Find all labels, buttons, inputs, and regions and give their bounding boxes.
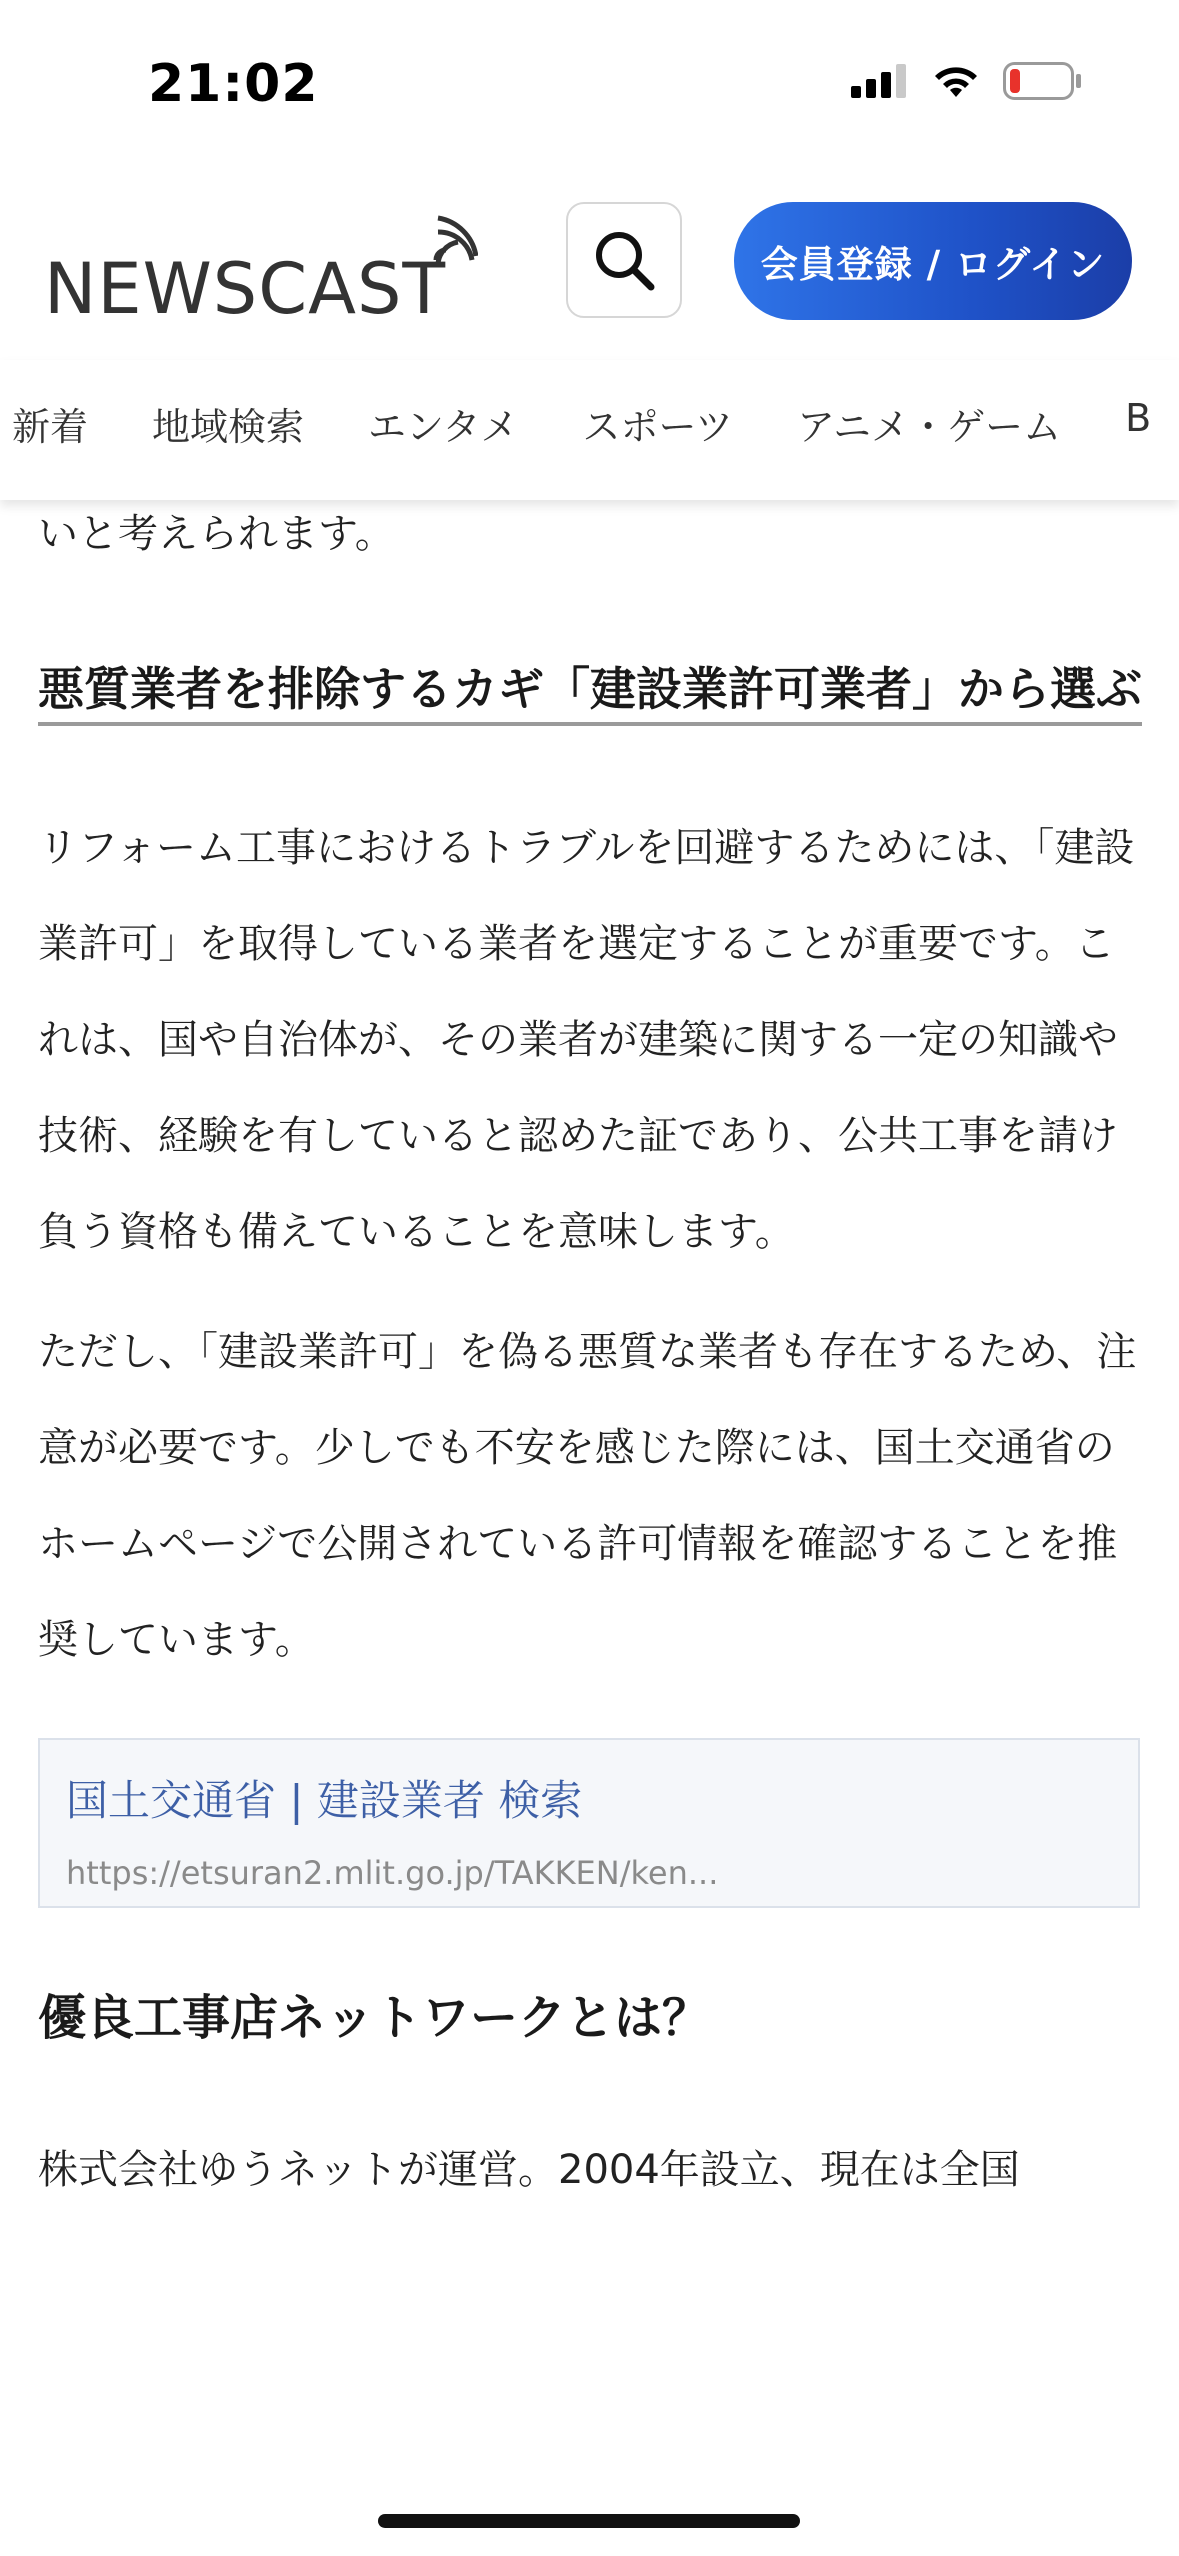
home-indicator[interactable] (378, 2514, 800, 2528)
link-card-title[interactable]: 国土交通省 | 建設業者 検索 (66, 1776, 583, 1825)
cellular-signal-icon (851, 64, 909, 98)
paragraph-license-caution: ただし、「建設業許可」を偽る悪質な業者も存在するため、注意が必要です。少しでも不安を感じた際には、国土交通省のホームページで公開されている許可情報を確認することを推奨しています。 (38, 1329, 1137, 1663)
article-body (38, 470, 1143, 2200)
section-heading-network: 優良工事店ネットワークとは？ (38, 1990, 711, 2046)
paragraph-network-intro: 株式会社ゆうネットが運営。2004年設立、現在は全国 (38, 2147, 1020, 2193)
search-icon (591, 227, 657, 293)
newscast-logo[interactable]: NEWSCAST (44, 248, 447, 330)
previous-paragraph-end: いと考えられます。 (38, 511, 395, 557)
nav-item-3[interactable]: スポーツ (582, 405, 733, 449)
section-heading-license-text: 悪質業者を排除するカギ「建設業許可業者」から選ぶ (38, 662, 1142, 726)
search-button[interactable] (566, 202, 682, 318)
site-header (0, 170, 1179, 360)
external-link-card[interactable] (38, 1738, 1140, 1908)
status-time: 21:02 (148, 54, 319, 114)
section-heading-license (38, 638, 1143, 740)
wifi-icon (931, 63, 981, 99)
paragraph-license-importance: リフォーム工事におけるトラブルを回避するためには、「建設業許可」を取得している業者を選定することが重要です。これは、国や自治体が、その業者が建築に関する一定の知識や技術、経験を有していると認めた証であり、公共工事を請け負う資格も備えていることを意味します。 (38, 825, 1135, 1255)
category-nav (0, 360, 1179, 500)
nav-item-5[interactable]: B (1125, 396, 1152, 440)
nav-item-0[interactable]: 新着 (12, 405, 89, 449)
link-card-url: https://etsuran2.mlit.go.jp/TAKKEN/ken... (66, 1854, 719, 1892)
status-bar (0, 0, 1179, 170)
register-login-button[interactable]: 会員登録 / ログイン (734, 202, 1132, 320)
status-icons (851, 62, 1083, 100)
category-nav-track (12, 396, 1151, 451)
battery-low-icon (1003, 62, 1083, 100)
nav-item-4[interactable]: アニメ・ゲーム (797, 405, 1062, 449)
nav-item-2[interactable]: エンタメ (368, 405, 519, 449)
broadcast-waves-icon (430, 210, 478, 264)
nav-item-1[interactable]: 地域検索 (152, 405, 305, 449)
